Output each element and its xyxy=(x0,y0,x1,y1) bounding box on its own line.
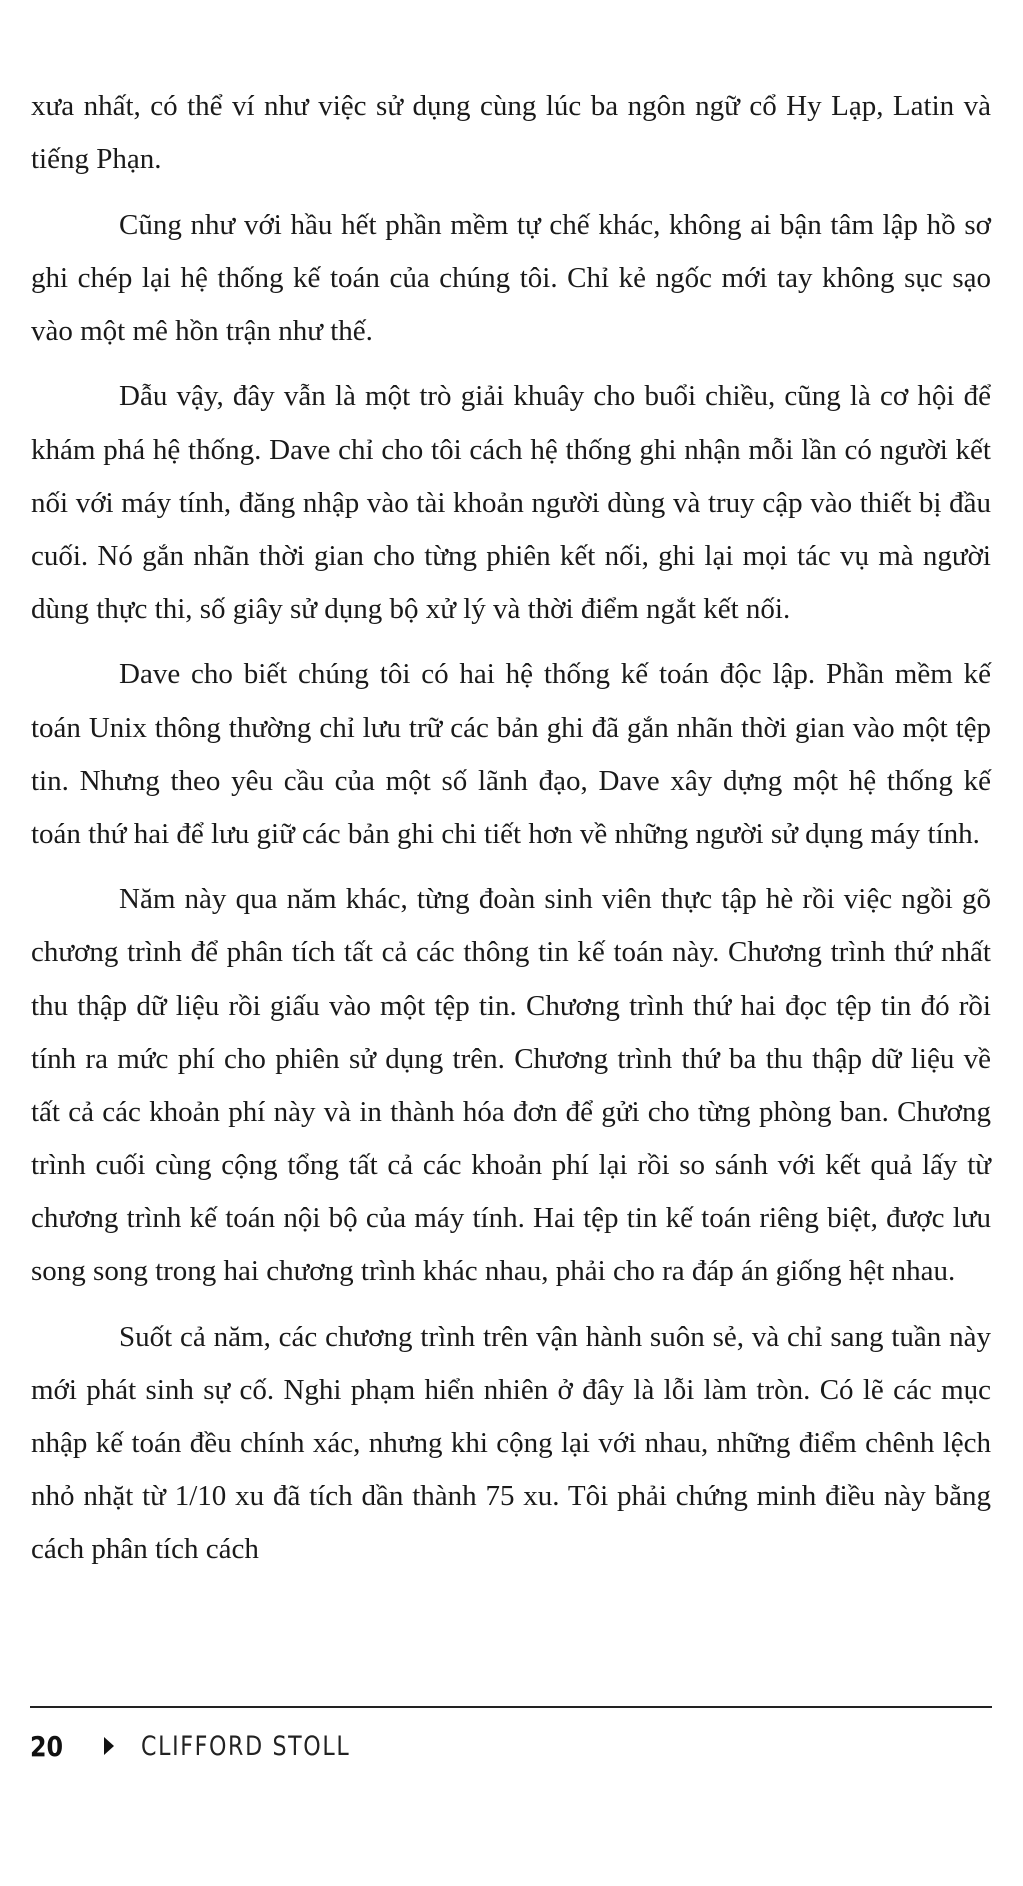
page-footer xyxy=(30,1724,396,1768)
body-text xyxy=(31,80,991,1589)
paragraph-1: xưa nhất, có thể ví như việc sử dụng cùng lúc ba ngôn ngữ cổ Hy Lạp, Latin và tiếng Phạn. xyxy=(31,90,991,176)
right-triangle-icon xyxy=(104,1737,114,1755)
paragraph-4: Dave cho biết chúng tôi có hai hệ thống kế toán độc lập. Phần mềm kế toán Unix thông thường chỉ lưu trữ các bản ghi đã gắn nhãn thời gian vào một tệp tin. Nhưng theo yêu cầu của một số lãnh đạo, Dave xây dựng một hệ thống kế toán thứ hai để lưu giữ các bản ghi chi tiết hơn về những người sử dụng máy tính. xyxy=(31,658,991,850)
footer-rule xyxy=(30,1706,992,1708)
paragraph-6: Suốt cả năm, các chương trình trên vận hành suôn sẻ, và chỉ sang tuần này mới phát sinh sự cố. Nghi phạm hiển nhiên ở đây là lỗi làm tròn. Có lẽ các mục nhập kế toán đều chính xác, nhưng khi cộng lại với nhau, những điểm chênh lệch nhỏ nhặt từ 1/10 xu đã tích dần thành 75 xu. Tôi phải chứng minh điều này bằng cách phân tích cách xyxy=(31,1320,991,1565)
paragraph-2: Cũng như với hầu hết phần mềm tự chế khác, không ai bận tâm lập hồ sơ ghi chép lại hệ thống kế toán của chúng tôi. Chỉ kẻ ngốc mới tay không sục sạo vào một mê hồn trận như thế. xyxy=(31,208,991,347)
page-number: 20 xyxy=(30,1729,64,1763)
paragraph-3: Dẫu vậy, đây vẫn là một trò giải khuây cho buổi chiều, cũng là cơ hội để khám phá hệ thống. Dave chỉ cho tôi cách hệ thống ghi nhận mỗi lần có người kết nối với máy tính, đăng nhập vào tài khoản người dùng và truy cập vào thiết bị đầu cuối. Nó gắn nhãn thời gian cho từng phiên kết nối, ghi lại mọi tác vụ mà người dùng thực thi, số giây sử dụng bộ xử lý và thời điểm ngắt kết nối. xyxy=(31,380,991,625)
paragraph-5: Năm này qua năm khác, từng đoàn sinh viên thực tập hè rồi việc ngồi gõ chương trình để phân tích tất cả các thông tin kế toán này. Chương trình thứ nhất thu thập dữ liệu rồi giấu vào một tệp tin. Chương trình thứ hai đọc tệp tin đó rồi tính ra mức phí cho phiên sử dụng trên. Chương trình thứ ba thu thập dữ liệu về tất cả các khoản phí này và in thành hóa đơn để gửi cho từng phòng ban. Chương trình cuối cùng cộng tổng tất cả các khoản phí lại rồi so sánh với kết quả lấy từ chương trình kế toán nội bộ của máy tính. Hai tệp tin kế toán riêng biệt, được lưu song song trong hai chương trình khác nhau, phải cho ra đáp án giống hệt nhau. xyxy=(31,883,991,1287)
author-name: CLIFFORD STOLL xyxy=(141,1730,351,1762)
